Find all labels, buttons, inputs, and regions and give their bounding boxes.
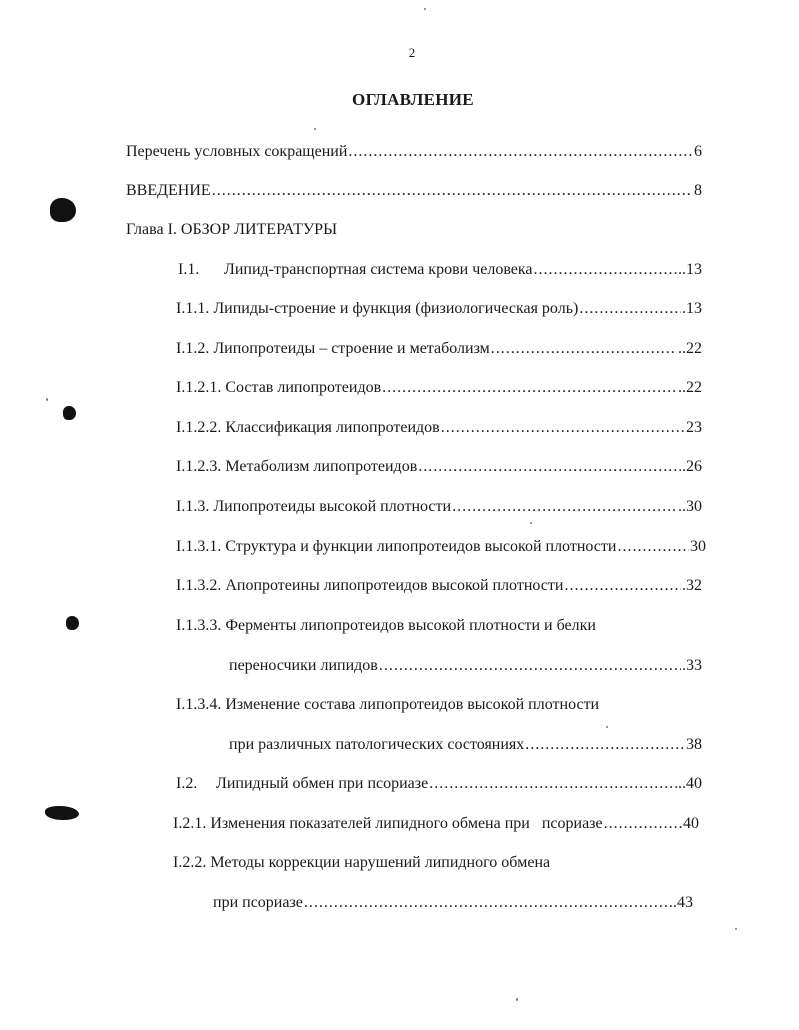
toc-entry-label: I.1.3. Липопротеиды высокой плотности [176,498,452,515]
toc-entry [126,181,702,201]
toc-entry [126,142,702,162]
toc-entry [176,378,702,398]
scan-speck [46,398,48,401]
toc-entry-page: 38 [686,736,702,753]
toc-leader [579,299,681,319]
scan-speck [735,928,737,930]
scan-smudge [45,806,79,820]
scan-speck [424,8,426,10]
toc-entry-continuation [213,893,693,913]
toc-leader [534,260,677,280]
toc-leader [379,656,681,676]
toc-entry-page: 40 [683,815,699,832]
scan-speck [314,128,316,130]
scan-smudge [66,616,79,630]
toc-entry-label: Перечень условных сокращений [126,143,348,160]
scan-speck [606,726,608,728]
toc-entry [176,774,702,794]
toc-entry-page: .32 [682,577,702,594]
toc-entry [176,616,702,636]
toc-entry-page: .13 [682,300,702,317]
toc-leader [348,142,693,162]
toc-leader [304,893,672,913]
toc-entry [176,695,702,715]
scan-speck [516,998,518,1001]
toc-entry-page: ..13 [678,261,702,278]
toc-entry [178,260,702,280]
toc-entry-label: I.1.2. Липопротеиды – строение и метаболизм [176,340,490,357]
toc-entry-page: 30 [690,538,706,555]
toc-entry [176,299,702,319]
toc-entry-label: I.1.3.2. Апопротеины липопротеидов высокой плотности [176,577,564,594]
toc-entry-page: .33 [682,657,702,674]
toc-entry-page: ..30 [678,498,702,515]
toc-entry-label: Глава I. ОБЗОР ЛИТЕРАТУРЫ [126,221,338,238]
toc-leader [212,181,693,201]
toc-entry-page: ..22 [678,340,702,357]
toc-entry-label: ВВЕДЕНИЕ [126,182,211,199]
scan-smudge [63,406,76,420]
toc-entry-page: .26 [682,458,702,475]
toc-entry-page: 23 [686,419,702,436]
toc-entry [176,497,702,517]
toc-leader [564,576,681,596]
toc-entry [176,576,702,596]
toc-entry-page: ..22 [678,379,702,396]
toc-entry-number: I.2. [176,775,198,792]
toc-entry-label: I.1.1. Липиды-строение и функция (физиологическая роль) [176,300,579,317]
toc-entry [173,853,699,873]
toc-entry-label: I.2.2. Методы коррекции нарушений липидного обмена [173,854,551,871]
toc-entry-label: I.1.3.4. Изменение состава липопротеидов высокой плотности [176,696,600,713]
toc-entry-label: I.1.2.1. Состав липопротеидов [176,379,382,396]
toc-entry-page: ..40 [678,775,702,792]
toc-leader [418,457,681,477]
toc-entry-continuation [229,735,702,755]
toc-entry-label: при псориазе [213,894,303,911]
toc-entry [176,418,702,438]
toc-leader [429,774,677,794]
toc-leader [617,537,689,557]
toc-entry [176,457,702,477]
scan-speck [530,522,532,524]
toc-entry-number: I.1. [178,261,200,278]
toc-entry-label: I.1.3.1. Структура и функции липопротеидов высокой плотности [176,538,617,555]
toc-entry-label: I.2.1. Изменения показателей липидного обмена при псориазе [173,815,603,832]
toc-entry [173,814,699,834]
toc-entry-label: I.1.2.2. Классификация липопротеидов [176,419,440,436]
toc-entry-label: I.1.2.3. Метаболизм липопротеидов [176,458,418,475]
toc-entry-page: 6 [694,143,702,160]
toc-entry-label: I.1.3.3. Ферменты липопротеидов высокой плотности и белки [176,617,596,634]
toc-leader [491,339,677,359]
toc-entry-page: 8 [694,182,702,199]
toc-chapter-heading [126,220,526,240]
toc-entry-label: Липидный обмен при псориазе [216,775,429,792]
toc-entry-label: переносчики липидов [229,657,378,674]
toc-entry [176,339,702,359]
toc-leader [452,497,677,517]
page-number: 2 [408,45,416,60]
toc-entry-label: при различных патологических состояниях [229,736,525,753]
toc-leader [441,418,685,438]
toc-leader [525,735,685,755]
toc-leader [604,814,682,834]
toc-entry-continuation [229,656,702,676]
toc-title: ОГЛАВЛЕНИЕ [352,90,474,109]
toc-leader [382,378,677,398]
toc-entry-page: .43 [673,894,693,911]
scan-smudge [50,198,76,222]
toc-entry [176,537,706,557]
toc-entry-label: Липид-транспортная система крови человека [224,261,533,278]
